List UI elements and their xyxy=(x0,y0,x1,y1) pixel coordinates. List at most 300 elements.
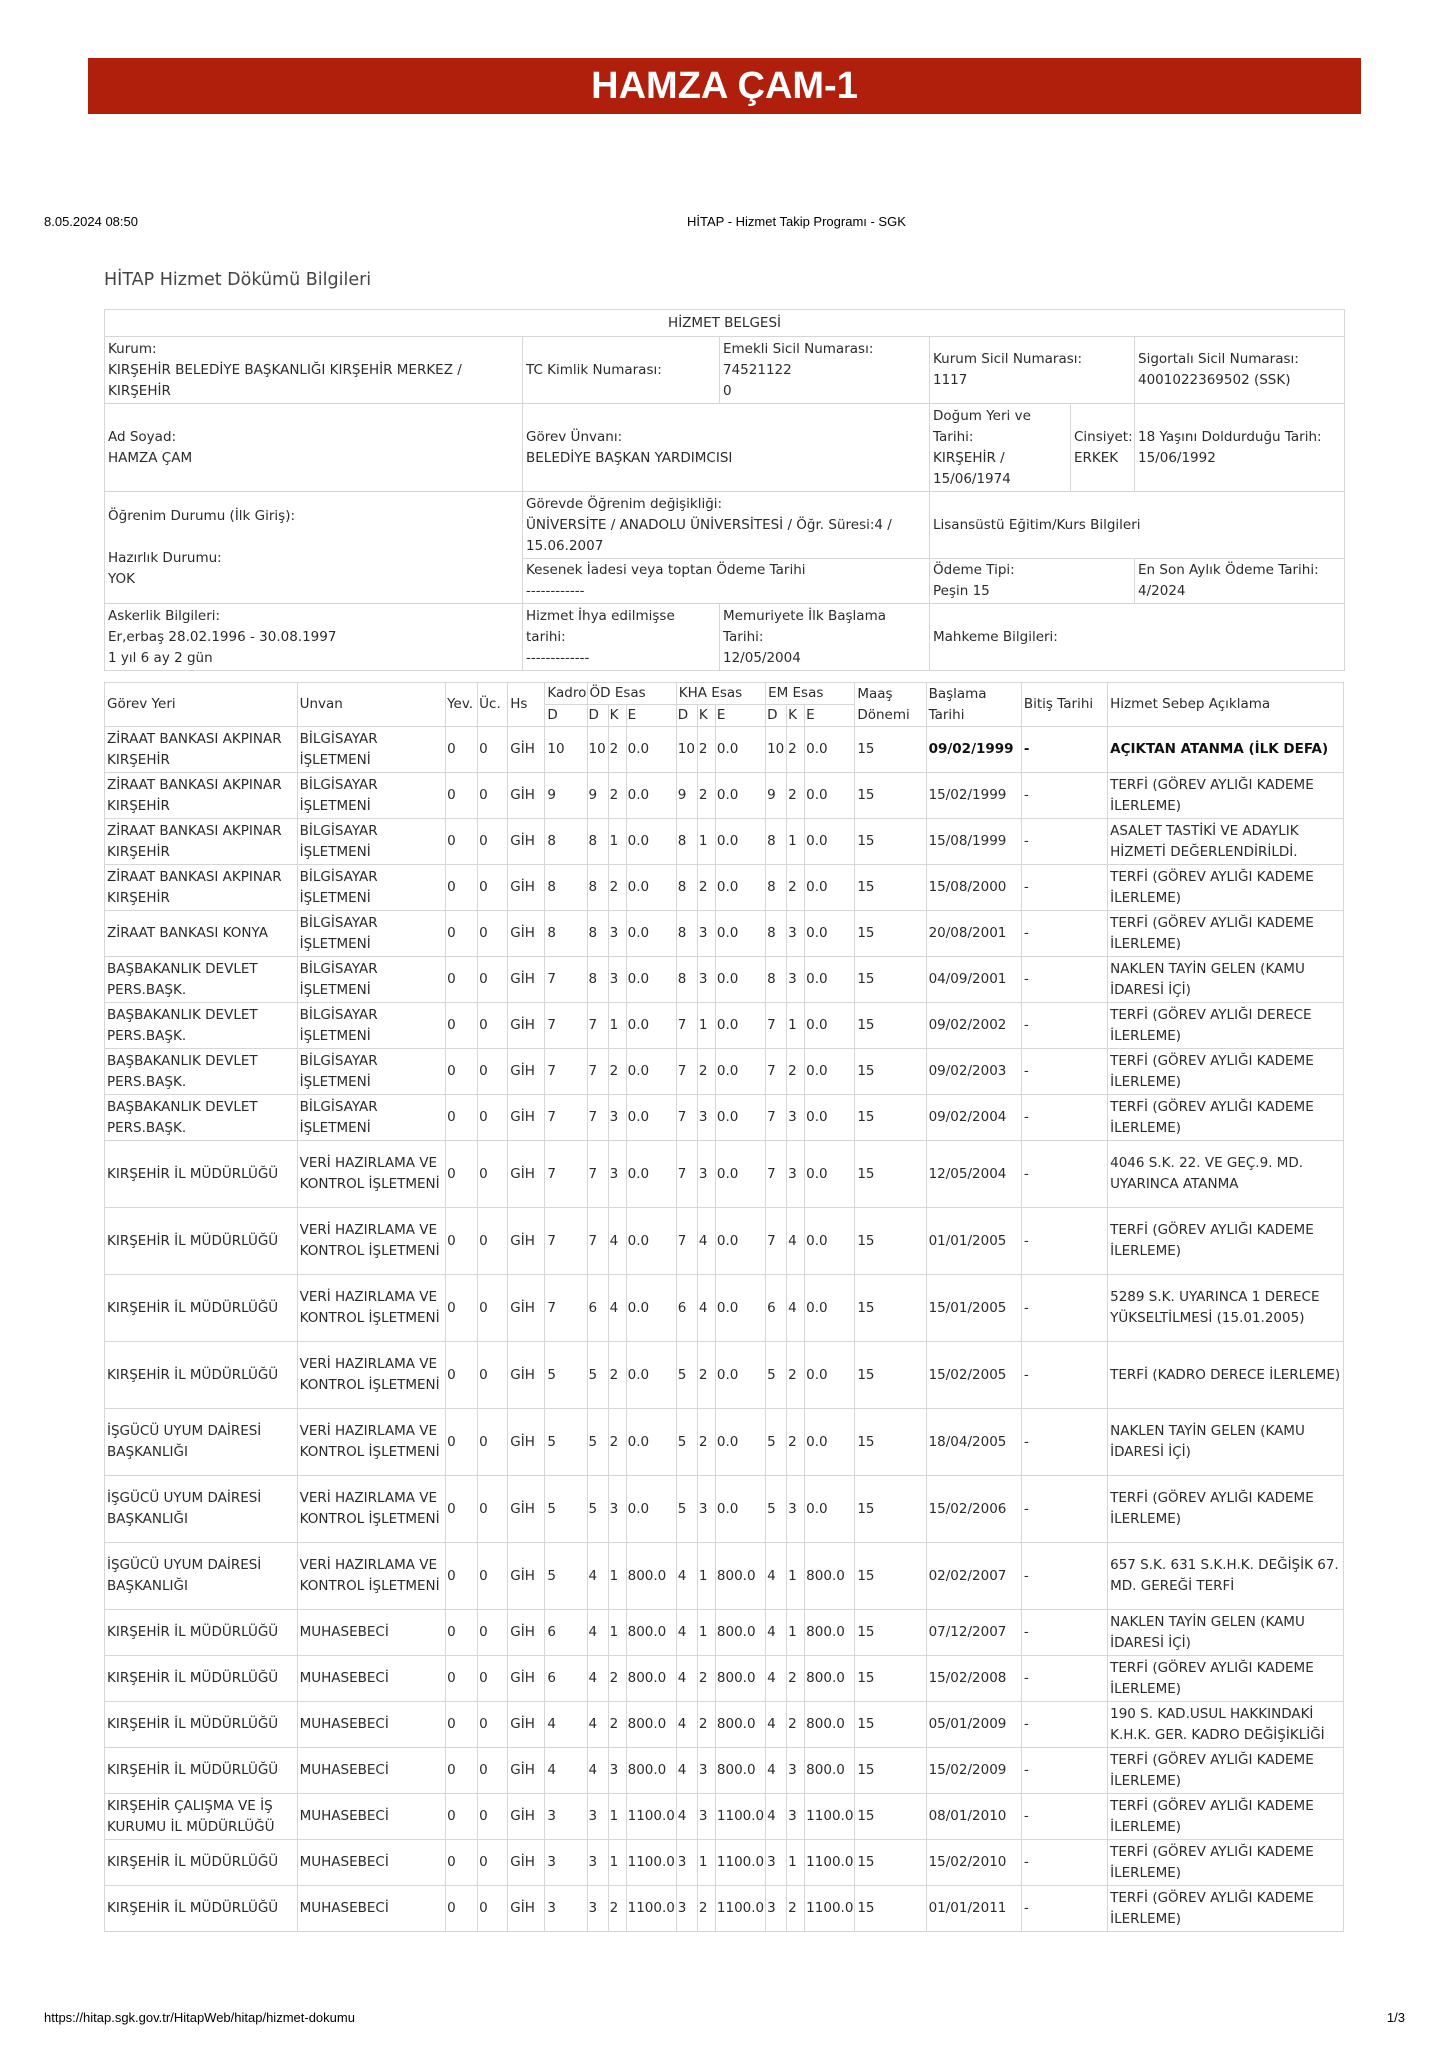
cell-od-k: 3 xyxy=(608,911,626,957)
table-row xyxy=(105,1409,1344,1476)
cell-od-k: 1 xyxy=(608,819,626,865)
tc-cell: TC Kimlik Numarası: xyxy=(523,337,720,404)
col-hizmet-sebep: Hizmet Sebep Açıklama xyxy=(1108,683,1344,727)
cell-baslama: 04/09/2001 xyxy=(926,957,1021,1003)
cell-aciklama: TERFİ (GÖREV AYLIĞI KADEME İLERLEME) xyxy=(1108,1656,1344,1702)
cell-uc: 0 xyxy=(478,1003,508,1049)
table-row xyxy=(105,1141,1344,1208)
cell-yev: 0 xyxy=(446,865,478,911)
cell-kha-d: 8 xyxy=(676,957,697,1003)
cell-hs: GİH xyxy=(508,1141,545,1208)
cell-em-k: 2 xyxy=(787,1702,805,1748)
cell-od-d: 3 xyxy=(587,1886,608,1932)
col-kha-k: K xyxy=(697,705,715,727)
cell-od-d: 6 xyxy=(587,1275,608,1342)
cell-kha-e: 0.0 xyxy=(715,1275,765,1342)
col-od-esas: ÖD Esas xyxy=(587,683,676,705)
table-row xyxy=(105,1748,1344,1794)
cell-od-d: 7 xyxy=(587,1095,608,1141)
cell-kha-e: 0.0 xyxy=(715,773,765,819)
cell-em-e: 0.0 xyxy=(805,957,855,1003)
cell-unvan: MUHASEBECİ xyxy=(297,1748,445,1794)
cell-aciklama: TERFİ (GÖREV AYLIĞI KADEME İLERLEME) xyxy=(1108,1840,1344,1886)
table-row xyxy=(105,1794,1344,1840)
cell-hs: GİH xyxy=(508,1702,545,1748)
cell-em-d: 8 xyxy=(766,911,787,957)
cell-od-k: 1 xyxy=(608,1610,626,1656)
cell-unvan: MUHASEBECİ xyxy=(297,1702,445,1748)
cell-bitis: - xyxy=(1021,1840,1107,1886)
cell-em-k: 1 xyxy=(787,1840,805,1886)
table-row xyxy=(105,1095,1344,1141)
cell-bitis: - xyxy=(1021,1543,1107,1610)
cell-gorev-yeri: KIRŞEHİR ÇALIŞMA VE İŞ KURUMU İL MÜDÜRLÜĞÜ xyxy=(105,1794,298,1840)
cell-baslama: 09/02/1999 xyxy=(926,727,1021,773)
cell-od-k: 1 xyxy=(608,1840,626,1886)
cell-bitis: - xyxy=(1021,773,1107,819)
cell-kha-k: 3 xyxy=(697,957,715,1003)
cell-aciklama: NAKLEN TAYİN GELEN (KAMU İDARESİ İÇİ) xyxy=(1108,1409,1344,1476)
table-row xyxy=(105,957,1344,1003)
cell-kha-k: 3 xyxy=(697,1748,715,1794)
cell-kha-e: 0.0 xyxy=(715,911,765,957)
cell-unvan: BİLGİSAYAR İŞLETMENİ xyxy=(297,1049,445,1095)
cell-yev: 0 xyxy=(446,773,478,819)
col-yev: Yev. xyxy=(446,683,478,727)
cell-hs: GİH xyxy=(508,1049,545,1095)
cell-em-k: 3 xyxy=(787,1794,805,1840)
cell-em-k: 3 xyxy=(787,1748,805,1794)
cell-od-e: 0.0 xyxy=(626,1095,676,1141)
gorev-unvani-cell: Görev Ünvanı: BELEDİYE BAŞKAN YARDIMCISI xyxy=(523,404,930,492)
cell-unvan: MUHASEBECİ xyxy=(297,1656,445,1702)
ihya-cell: Hizmet İhya edilmişse tarihi: ------------- xyxy=(523,604,720,671)
cell-hs: GİH xyxy=(508,1886,545,1932)
col-em-e: E xyxy=(805,705,855,727)
cell-kha-e: 1100.0 xyxy=(715,1794,765,1840)
cell-maas: 15 xyxy=(855,727,926,773)
cell-od-k: 3 xyxy=(608,957,626,1003)
cell-aciklama: TERFİ (KADRO DERECE İLERLEME) xyxy=(1108,1342,1344,1409)
cell-gorev-yeri: BAŞBAKANLIK DEVLET PERS.BAŞK. xyxy=(105,1049,298,1095)
cell-kha-k: 3 xyxy=(697,911,715,957)
cell-od-d: 4 xyxy=(587,1656,608,1702)
cell-baslama: 15/02/2009 xyxy=(926,1748,1021,1794)
cell-od-e: 0.0 xyxy=(626,1141,676,1208)
cell-gorev-yeri: KIRŞEHİR İL MÜDÜRLÜĞÜ xyxy=(105,1275,298,1342)
cell-kha-d: 4 xyxy=(676,1543,697,1610)
cell-od-e: 0.0 xyxy=(626,1049,676,1095)
cell-yev: 0 xyxy=(446,1095,478,1141)
cell-kha-e: 0.0 xyxy=(715,819,765,865)
cell-gorev-yeri: KIRŞEHİR İL MÜDÜRLÜĞÜ xyxy=(105,1886,298,1932)
cell-od-d: 7 xyxy=(587,1141,608,1208)
cell-aciklama: TERFİ (GÖREV AYLIĞI KADEME İLERLEME) xyxy=(1108,865,1344,911)
cell-em-k: 2 xyxy=(787,1049,805,1095)
cell-unvan: BİLGİSAYAR İŞLETMENİ xyxy=(297,1095,445,1141)
cell-em-e: 0.0 xyxy=(805,1003,855,1049)
cell-baslama: 05/01/2009 xyxy=(926,1702,1021,1748)
table-row xyxy=(105,911,1344,957)
cell-od-e: 1100.0 xyxy=(626,1840,676,1886)
table-row xyxy=(105,1656,1344,1702)
cell-uc: 0 xyxy=(478,911,508,957)
cell-em-e: 1100.0 xyxy=(805,1794,855,1840)
cell-uc: 0 xyxy=(478,1886,508,1932)
cell-em-d: 4 xyxy=(766,1543,787,1610)
cell-em-k: 1 xyxy=(787,1543,805,1610)
document-title: HİTAP Hizmet Dökümü Bilgileri xyxy=(104,270,372,290)
cell-od-k: 1 xyxy=(608,1543,626,1610)
cell-kadro-d: 3 xyxy=(545,1886,587,1932)
cell-em-e: 1100.0 xyxy=(805,1886,855,1932)
cell-baslama: 18/04/2005 xyxy=(926,1409,1021,1476)
ad-soyad-cell: Ad Soyad: HAMZA ÇAM xyxy=(105,404,523,492)
cell-kha-d: 5 xyxy=(676,1342,697,1409)
cell-hs: GİH xyxy=(508,1656,545,1702)
cell-kha-d: 3 xyxy=(676,1840,697,1886)
cell-uc: 0 xyxy=(478,1543,508,1610)
cell-maas: 15 xyxy=(855,1095,926,1141)
cell-unvan: BİLGİSAYAR İŞLETMENİ xyxy=(297,727,445,773)
cell-od-e: 0.0 xyxy=(626,819,676,865)
kurum-cell: Kurum: KIRŞEHİR BELEDİYE BAŞKANLIĞI KIRŞEHİR MERKEZ / KIRŞEHİR xyxy=(105,337,523,404)
cell-kha-k: 4 xyxy=(697,1208,715,1275)
cell-unvan: MUHASEBECİ xyxy=(297,1840,445,1886)
cell-baslama: 15/02/2008 xyxy=(926,1656,1021,1702)
cell-hs: GİH xyxy=(508,1208,545,1275)
table-row xyxy=(105,1886,1344,1932)
cell-kadro-d: 8 xyxy=(545,911,587,957)
cell-maas: 15 xyxy=(855,819,926,865)
table-row xyxy=(105,865,1344,911)
cell-od-d: 5 xyxy=(587,1476,608,1543)
cell-maas: 15 xyxy=(855,911,926,957)
col-od-k: K xyxy=(608,705,626,727)
cell-em-d: 6 xyxy=(766,1275,787,1342)
cell-gorev-yeri: İŞGÜCÜ UYUM DAİRESİ BAŞKANLIĞI xyxy=(105,1476,298,1543)
cell-od-k: 2 xyxy=(608,865,626,911)
cell-kha-e: 800.0 xyxy=(715,1543,765,1610)
cell-baslama: 09/02/2004 xyxy=(926,1095,1021,1141)
cell-kha-e: 0.0 xyxy=(715,865,765,911)
cell-em-d: 8 xyxy=(766,865,787,911)
cell-unvan: BİLGİSAYAR İŞLETMENİ xyxy=(297,957,445,1003)
cell-kha-k: 1 xyxy=(697,1543,715,1610)
cell-uc: 0 xyxy=(478,865,508,911)
cell-bitis: - xyxy=(1021,1476,1107,1543)
cell-uc: 0 xyxy=(478,957,508,1003)
cell-maas: 15 xyxy=(855,1141,926,1208)
cell-aciklama: TERFİ (GÖREV AYLIĞI KADEME İLERLEME) xyxy=(1108,773,1344,819)
kesenek-cell: Kesenek İadesi veya toptan Ödeme Tarihi ------------ xyxy=(523,559,930,604)
cell-kha-d: 3 xyxy=(676,1886,697,1932)
cell-baslama: 15/01/2005 xyxy=(926,1275,1021,1342)
cell-aciklama: TERFİ (GÖREV AYLIĞI KADEME İLERLEME) xyxy=(1108,1794,1344,1840)
cell-em-e: 0.0 xyxy=(805,1409,855,1476)
cell-bitis: - xyxy=(1021,1003,1107,1049)
cell-gorev-yeri: ZİRAAT BANKASI KONYA xyxy=(105,911,298,957)
table-row xyxy=(105,727,1344,773)
cell-maas: 15 xyxy=(855,1208,926,1275)
cell-od-k: 4 xyxy=(608,1275,626,1342)
cell-unvan: VERİ HAZIRLAMA VE KONTROL İŞLETMENİ xyxy=(297,1275,445,1342)
cell-bitis: - xyxy=(1021,1409,1107,1476)
cell-kha-e: 1100.0 xyxy=(715,1886,765,1932)
cell-em-e: 0.0 xyxy=(805,1476,855,1543)
cell-uc: 0 xyxy=(478,1049,508,1095)
cell-aciklama: TERFİ (GÖREV AYLIĞI KADEME İLERLEME) xyxy=(1108,1748,1344,1794)
cell-od-e: 0.0 xyxy=(626,1208,676,1275)
cell-kha-k: 3 xyxy=(697,1141,715,1208)
col-kha-e: E xyxy=(715,705,765,727)
cell-od-d: 7 xyxy=(587,1208,608,1275)
cell-em-d: 5 xyxy=(766,1476,787,1543)
cell-em-e: 0.0 xyxy=(805,911,855,957)
cell-em-d: 5 xyxy=(766,1409,787,1476)
cell-baslama: 09/02/2002 xyxy=(926,1003,1021,1049)
cell-em-e: 0.0 xyxy=(805,1208,855,1275)
cell-kha-e: 800.0 xyxy=(715,1610,765,1656)
cell-kadro-d: 6 xyxy=(545,1656,587,1702)
cell-od-k: 2 xyxy=(608,1656,626,1702)
table-row xyxy=(105,1610,1344,1656)
col-gorev-yeri: Görev Yeri xyxy=(105,683,298,727)
col-od-d: D xyxy=(587,705,608,727)
cell-maas: 15 xyxy=(855,1342,926,1409)
cell-kha-k: 2 xyxy=(697,1886,715,1932)
cell-kha-d: 7 xyxy=(676,1095,697,1141)
cell-kha-k: 3 xyxy=(697,1095,715,1141)
cell-kadro-d: 5 xyxy=(545,1543,587,1610)
col-em-d: D xyxy=(766,705,787,727)
cell-unvan: MUHASEBECİ xyxy=(297,1794,445,1840)
cell-maas: 15 xyxy=(855,1656,926,1702)
odeme-tipi-cell: Ödeme Tipi: Peşin 15 xyxy=(930,559,1135,604)
cell-yev: 0 xyxy=(446,1275,478,1342)
cell-maas: 15 xyxy=(855,1610,926,1656)
cell-od-k: 3 xyxy=(608,1476,626,1543)
cell-od-k: 2 xyxy=(608,1409,626,1476)
cell-unvan: VERİ HAZIRLAMA VE KONTROL İŞLETMENİ xyxy=(297,1543,445,1610)
cell-bitis: - xyxy=(1021,1208,1107,1275)
cell-kadro-d: 3 xyxy=(545,1794,587,1840)
cell-em-k: 1 xyxy=(787,1610,805,1656)
cell-baslama: 07/12/2007 xyxy=(926,1610,1021,1656)
cell-hs: GİH xyxy=(508,1794,545,1840)
cell-em-k: 2 xyxy=(787,1656,805,1702)
cell-kha-d: 7 xyxy=(676,1003,697,1049)
cell-od-e: 0.0 xyxy=(626,865,676,911)
cell-kha-k: 4 xyxy=(697,1275,715,1342)
cell-yev: 0 xyxy=(446,1049,478,1095)
cell-kha-k: 1 xyxy=(697,1840,715,1886)
cell-kha-k: 2 xyxy=(697,865,715,911)
cell-maas: 15 xyxy=(855,1748,926,1794)
cell-od-k: 2 xyxy=(608,1049,626,1095)
cell-em-d: 4 xyxy=(766,1702,787,1748)
cell-kadro-d: 6 xyxy=(545,1610,587,1656)
cell-hs: GİH xyxy=(508,1409,545,1476)
cell-uc: 0 xyxy=(478,1794,508,1840)
cell-uc: 0 xyxy=(478,1610,508,1656)
cell-uc: 0 xyxy=(478,1275,508,1342)
cell-em-d: 7 xyxy=(766,1141,787,1208)
cell-bitis: - xyxy=(1021,911,1107,957)
cell-em-k: 4 xyxy=(787,1275,805,1342)
cell-od-k: 1 xyxy=(608,1794,626,1840)
cell-kha-e: 0.0 xyxy=(715,1141,765,1208)
cell-od-d: 8 xyxy=(587,865,608,911)
cell-od-d: 7 xyxy=(587,1049,608,1095)
cell-kadro-d: 7 xyxy=(545,1095,587,1141)
cell-od-e: 0.0 xyxy=(626,1476,676,1543)
cell-baslama: 15/02/2010 xyxy=(926,1840,1021,1886)
cell-kha-k: 3 xyxy=(697,1476,715,1543)
col-uc: Üc. xyxy=(478,683,508,727)
cell-aciklama: ASALET TASTİKİ VE ADAYLIK HİZMETİ DEĞERLENDİRİLDİ. xyxy=(1108,819,1344,865)
cell-em-e: 0.0 xyxy=(805,819,855,865)
cell-kha-e: 800.0 xyxy=(715,1748,765,1794)
cell-em-d: 4 xyxy=(766,1656,787,1702)
cell-gorev-yeri: KIRŞEHİR İL MÜDÜRLÜĞÜ xyxy=(105,1141,298,1208)
cell-od-e: 0.0 xyxy=(626,1409,676,1476)
cell-bitis: - xyxy=(1021,865,1107,911)
cell-uc: 0 xyxy=(478,1409,508,1476)
cell-bitis: - xyxy=(1021,1702,1107,1748)
cell-od-d: 4 xyxy=(587,1543,608,1610)
belge-caption: HİZMET BELGESİ xyxy=(105,310,1345,337)
cell-kha-e: 0.0 xyxy=(715,957,765,1003)
cell-od-k: 3 xyxy=(608,1095,626,1141)
cell-em-e: 0.0 xyxy=(805,1342,855,1409)
cell-kadro-d: 4 xyxy=(545,1748,587,1794)
cell-aciklama: 190 S. KAD.USUL HAKKINDAKİ K.H.K. GER. KADRO DEĞİŞİKLİĞİ xyxy=(1108,1702,1344,1748)
cell-aciklama: NAKLEN TAYİN GELEN (KAMU İDARESİ İÇİ) xyxy=(1108,957,1344,1003)
cell-gorev-yeri: ZİRAAT BANKASI AKPINAR KIRŞEHİR xyxy=(105,727,298,773)
cell-baslama: 02/02/2007 xyxy=(926,1543,1021,1610)
cell-kha-k: 2 xyxy=(697,1049,715,1095)
title-banner: HAMZA ÇAM-1 xyxy=(88,58,1361,114)
table-row xyxy=(105,1003,1344,1049)
cell-em-d: 8 xyxy=(766,957,787,1003)
cell-em-e: 800.0 xyxy=(805,1543,855,1610)
cell-maas: 15 xyxy=(855,865,926,911)
cell-od-d: 3 xyxy=(587,1794,608,1840)
cell-kha-k: 1 xyxy=(697,1003,715,1049)
cell-gorev-yeri: ZİRAAT BANKASI AKPINAR KIRŞEHİR xyxy=(105,865,298,911)
cell-hs: GİH xyxy=(508,1476,545,1543)
cell-hs: GİH xyxy=(508,1095,545,1141)
cell-gorev-yeri: ZİRAAT BANKASI AKPINAR KIRŞEHİR xyxy=(105,819,298,865)
service-rows xyxy=(105,727,1344,1932)
cell-em-k: 3 xyxy=(787,1095,805,1141)
cell-maas: 15 xyxy=(855,1794,926,1840)
cell-kadro-d: 5 xyxy=(545,1409,587,1476)
cell-unvan: MUHASEBECİ xyxy=(297,1610,445,1656)
cell-od-e: 0.0 xyxy=(626,957,676,1003)
table-row xyxy=(105,1275,1344,1342)
cell-unvan: VERİ HAZIRLAMA VE KONTROL İŞLETMENİ xyxy=(297,1208,445,1275)
table-row xyxy=(105,773,1344,819)
cell-kha-d: 6 xyxy=(676,1275,697,1342)
cell-kha-k: 2 xyxy=(697,1702,715,1748)
table-row xyxy=(105,1702,1344,1748)
cell-baslama: 20/08/2001 xyxy=(926,911,1021,957)
cell-kha-d: 8 xyxy=(676,865,697,911)
table-row xyxy=(105,819,1344,865)
cell-od-k: 2 xyxy=(608,727,626,773)
cell-hs: GİH xyxy=(508,727,545,773)
cell-od-k: 2 xyxy=(608,773,626,819)
cell-uc: 0 xyxy=(478,1748,508,1794)
cell-maas: 15 xyxy=(855,1543,926,1610)
table-row xyxy=(105,1049,1344,1095)
cell-kadro-d: 5 xyxy=(545,1476,587,1543)
cell-kha-d: 8 xyxy=(676,819,697,865)
cell-aciklama: 4046 S.K. 22. VE GEÇ.9. MD. UYARINCA ATANMA xyxy=(1108,1141,1344,1208)
cell-unvan: MUHASEBECİ xyxy=(297,1886,445,1932)
son-odeme-cell: En Son Aylık Ödeme Tarihi: 4/2024 xyxy=(1135,559,1345,604)
cell-od-e: 0.0 xyxy=(626,1342,676,1409)
cell-od-k: 2 xyxy=(608,1702,626,1748)
service-info-table xyxy=(104,309,1345,671)
cell-hs: GİH xyxy=(508,819,545,865)
cell-kha-e: 0.0 xyxy=(715,1409,765,1476)
cell-hs: GİH xyxy=(508,1275,545,1342)
cell-kadro-d: 7 xyxy=(545,1141,587,1208)
cell-maas: 15 xyxy=(855,1275,926,1342)
cell-baslama: 15/08/2000 xyxy=(926,865,1021,911)
cell-gorev-yeri: KIRŞEHİR İL MÜDÜRLÜĞÜ xyxy=(105,1342,298,1409)
cell-em-e: 800.0 xyxy=(805,1656,855,1702)
cell-kha-d: 5 xyxy=(676,1476,697,1543)
cell-gorev-yeri: KIRŞEHİR İL MÜDÜRLÜĞÜ xyxy=(105,1840,298,1886)
cell-kha-d: 7 xyxy=(676,1141,697,1208)
cell-em-k: 2 xyxy=(787,1886,805,1932)
cell-yev: 0 xyxy=(446,1656,478,1702)
cell-kha-k: 2 xyxy=(697,1342,715,1409)
cell-yev: 0 xyxy=(446,1141,478,1208)
cell-od-k: 3 xyxy=(608,1141,626,1208)
cell-kadro-d: 3 xyxy=(545,1840,587,1886)
cell-maas: 15 xyxy=(855,1049,926,1095)
cell-baslama: 08/01/2010 xyxy=(926,1794,1021,1840)
cell-kha-k: 1 xyxy=(697,819,715,865)
kurum-value: KIRŞEHİR BELEDİYE BAŞKANLIĞI KIRŞEHİR MERKEZ / KIRŞEHİR xyxy=(108,361,462,399)
cell-yev: 0 xyxy=(446,1476,478,1543)
memuriyet-cell: Memuriyete İlk Başlama Tarihi: 12/05/2004 xyxy=(720,604,930,671)
kurum-sicil-cell: Kurum Sicil Numarası: 1117 xyxy=(930,337,1135,404)
cell-uc: 0 xyxy=(478,1095,508,1141)
cell-kha-k: 2 xyxy=(697,1409,715,1476)
table-row xyxy=(105,1342,1344,1409)
cell-od-e: 800.0 xyxy=(626,1543,676,1610)
cell-kha-e: 0.0 xyxy=(715,1342,765,1409)
cell-em-d: 3 xyxy=(766,1886,787,1932)
cell-em-d: 10 xyxy=(766,727,787,773)
cell-kha-e: 800.0 xyxy=(715,1702,765,1748)
col-em-esas: EM Esas xyxy=(766,683,855,705)
cell-yev: 0 xyxy=(446,1543,478,1610)
cell-od-e: 0.0 xyxy=(626,911,676,957)
cell-aciklama: NAKLEN TAYİN GELEN (KAMU İDARESİ İÇİ) xyxy=(1108,1610,1344,1656)
cell-bitis: - xyxy=(1021,1275,1107,1342)
col-em-k: K xyxy=(787,705,805,727)
cell-yev: 0 xyxy=(446,957,478,1003)
cell-bitis: - xyxy=(1021,819,1107,865)
cell-kadro-d: 7 xyxy=(545,1208,587,1275)
